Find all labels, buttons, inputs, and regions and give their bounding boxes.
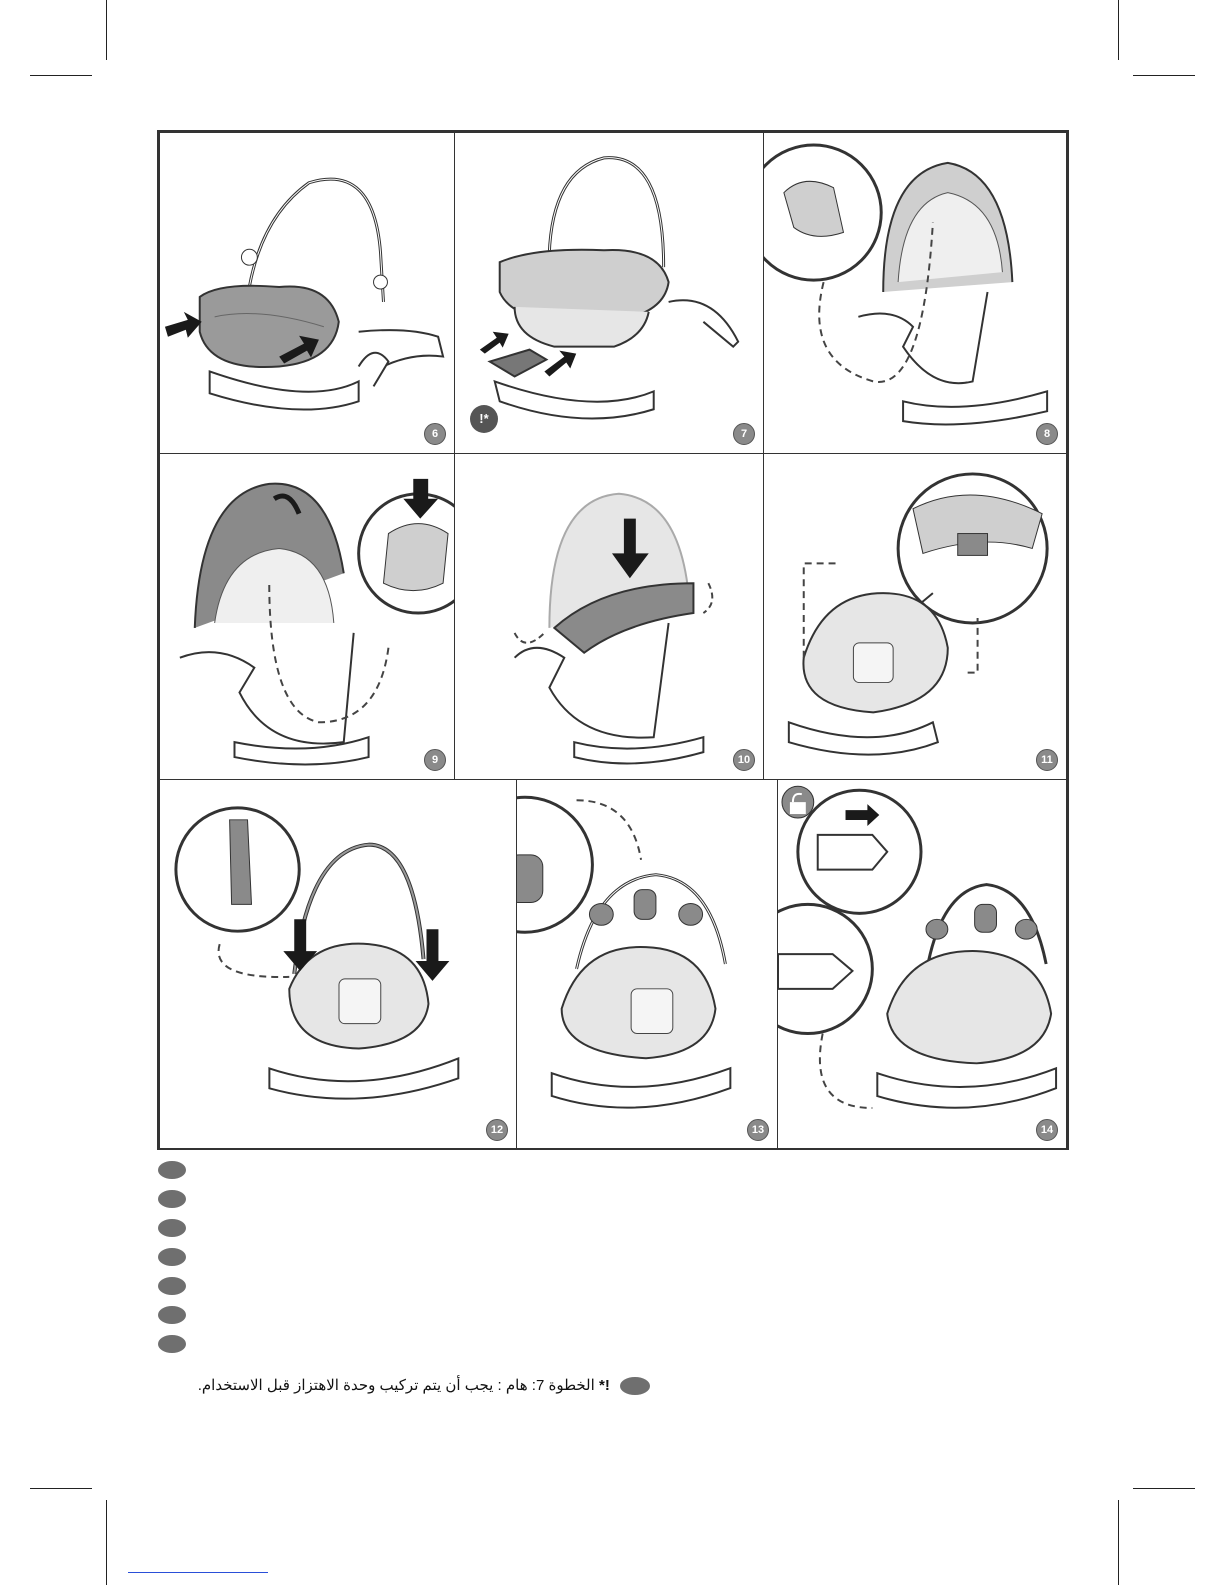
arrow-icon xyxy=(165,312,202,338)
step-number: 11 xyxy=(1036,749,1058,771)
crop-mark xyxy=(30,1488,92,1489)
vibration-unit xyxy=(490,350,547,377)
toy-hang-illustration xyxy=(517,780,777,1149)
canopy-lower-illustration xyxy=(455,454,763,779)
step-panel-10 xyxy=(454,453,764,780)
step-number: 9 xyxy=(424,749,446,771)
bird-toy-icon xyxy=(679,903,703,925)
crop-mark xyxy=(1133,75,1195,76)
buckle-icon xyxy=(818,835,888,870)
bird-toy-icon xyxy=(926,919,948,939)
owl-toy-icon xyxy=(634,890,656,920)
harness-buckle-illustration xyxy=(778,780,1066,1149)
step-panel-12 xyxy=(159,779,517,1150)
crop-mark xyxy=(1118,0,1119,60)
language-marker xyxy=(158,1306,186,1324)
language-marker xyxy=(620,1377,650,1395)
step-number: 10 xyxy=(733,749,755,771)
step-panel-13 xyxy=(516,779,778,1150)
step-number: 12 xyxy=(486,1119,508,1141)
arrow-icon xyxy=(544,351,576,377)
footer-link-underline xyxy=(128,1572,268,1573)
step-number: 14 xyxy=(1036,1119,1058,1141)
step-number: 6 xyxy=(424,423,446,445)
crop-mark xyxy=(1133,1488,1195,1489)
language-marker xyxy=(158,1190,186,1208)
bird-toy-icon xyxy=(1015,919,1037,939)
note-text: الخطوة 7: هام : يجب أن يتم تركيب وحدة الاهتزاز قبل الاستخدام. xyxy=(197,1377,595,1394)
step-panel-11 xyxy=(763,453,1067,780)
vibration-unit-illustration xyxy=(455,133,763,453)
step-panel-8 xyxy=(763,132,1067,454)
step-7-note xyxy=(195,1376,650,1395)
crop-mark xyxy=(1118,1500,1119,1585)
step-number: 8 xyxy=(1036,423,1058,445)
language-marker xyxy=(158,1161,186,1179)
instruction-grid xyxy=(157,130,1069,1150)
note-symbol: !* xyxy=(598,1377,610,1394)
crop-mark xyxy=(30,75,92,76)
step-panel-9 xyxy=(159,453,455,780)
crop-mark xyxy=(106,0,107,60)
warning-badge: !* xyxy=(470,405,498,433)
canopy-attach-illustration xyxy=(764,133,1066,453)
toy-bar-attach-illustration xyxy=(160,780,516,1149)
crop-mark xyxy=(106,1500,107,1585)
step-panel-7 xyxy=(454,132,764,454)
arrow-icon xyxy=(480,332,509,354)
step-number: 13 xyxy=(747,1119,769,1141)
owl-toy-icon xyxy=(975,904,997,932)
bouncer-seat-cover-illustration xyxy=(160,133,454,453)
step-panel-6 xyxy=(159,132,455,454)
language-marker xyxy=(158,1248,186,1266)
step-panel-14 xyxy=(777,779,1067,1150)
step-number: 7 xyxy=(733,423,755,445)
toy-bar-hook-illustration xyxy=(764,454,1066,779)
language-marker xyxy=(158,1219,186,1237)
language-marker xyxy=(158,1335,186,1353)
language-marker xyxy=(158,1277,186,1295)
owl-toy-icon xyxy=(517,855,543,903)
bird-toy-icon xyxy=(589,903,613,925)
canopy-fold-illustration xyxy=(160,454,454,779)
